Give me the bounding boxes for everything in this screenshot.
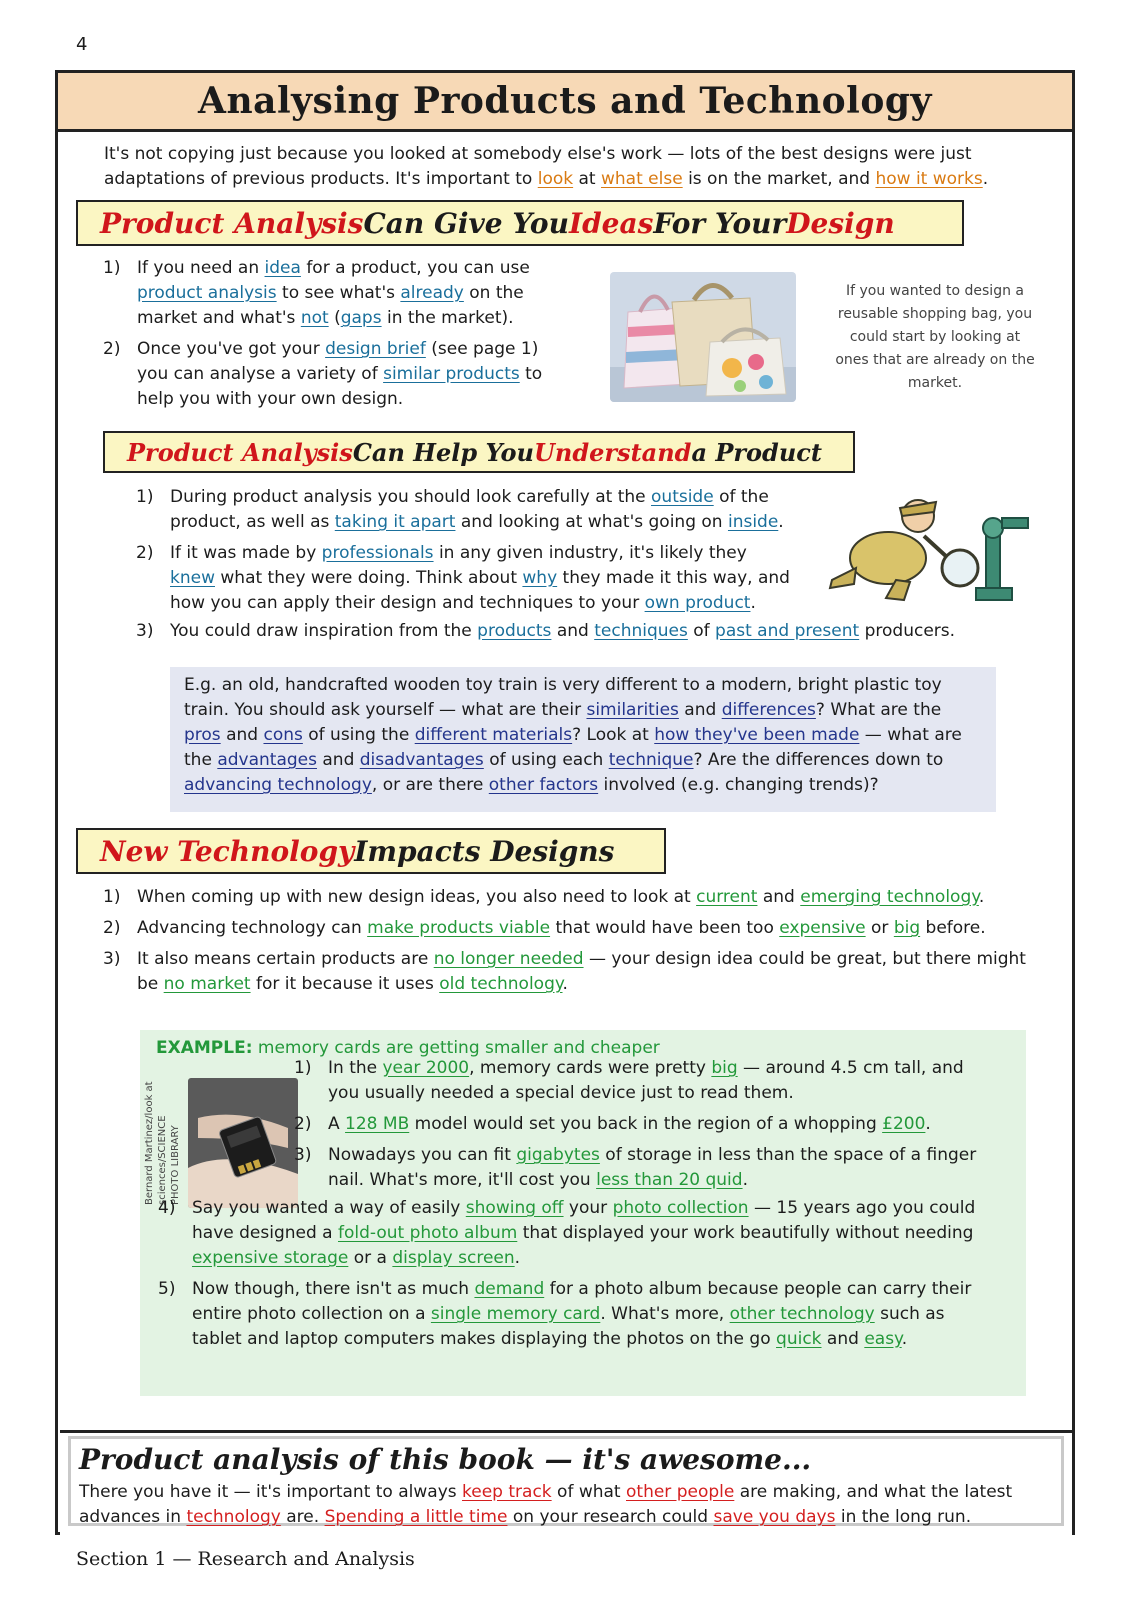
- item-text: and: [821, 1329, 865, 1349]
- heading-part: Ideas: [568, 206, 654, 240]
- keyword-link[interactable]: differences: [721, 700, 816, 720]
- item-text: for it because it uses: [250, 974, 440, 994]
- keyword-link[interactable]: knew: [170, 568, 215, 588]
- item-text: During product analysis you should look carefully at the: [170, 487, 652, 507]
- item-text: or: [865, 918, 894, 938]
- list-item: [103, 256, 563, 331]
- list-number: 2): [103, 918, 121, 938]
- list-item: [158, 1196, 998, 1271]
- list-number: 4): [158, 1198, 176, 1218]
- heading-part: Product Analysis: [127, 437, 353, 467]
- keyword-link[interactable]: techniques: [594, 621, 688, 641]
- item-text: .: [514, 1248, 521, 1268]
- example-text: of using the: [302, 725, 415, 745]
- keyword-link[interactable]: emerging technology: [800, 887, 979, 907]
- list-number: 1): [103, 887, 121, 907]
- keyword-link[interactable]: taking it apart: [334, 512, 456, 532]
- example-text: ? What are the: [815, 700, 942, 720]
- keyword-link[interactable]: disadvantages: [359, 750, 484, 770]
- keyword-link[interactable]: £200: [882, 1114, 926, 1134]
- keyword-link[interactable]: big: [711, 1058, 738, 1078]
- intro-text: .: [982, 169, 989, 189]
- list-number: 3): [294, 1145, 312, 1165]
- item-text: . What's more,: [600, 1304, 730, 1324]
- example-heading-text: memory cards are getting smaller and cheaper: [252, 1038, 660, 1058]
- heading-part: a Product: [691, 437, 822, 467]
- item-text: of the product, as well as: [170, 487, 769, 532]
- item-text: (: [328, 308, 341, 328]
- example-text: ? Are the differences down to: [693, 750, 944, 770]
- item-text: in any given industry, it's likely they: [433, 543, 747, 563]
- keyword-link[interactable]: fold-out photo album: [338, 1223, 518, 1243]
- example-text: involved (e.g. changing trends)?: [598, 775, 879, 795]
- item-text: .: [978, 887, 985, 907]
- list-number: 1): [136, 487, 154, 507]
- item-text: Advancing technology can: [137, 918, 368, 938]
- item-text: before.: [920, 918, 986, 938]
- section3-list: [103, 885, 1033, 1003]
- keyword-link[interactable]: inside: [727, 512, 779, 532]
- heading-part: Understand: [533, 437, 692, 467]
- detective-illustration: [826, 488, 1036, 608]
- list-item: [136, 619, 1016, 644]
- list-item: [103, 885, 1033, 910]
- list-number: 2): [136, 543, 154, 563]
- keyword-link[interactable]: current: [696, 887, 758, 907]
- keyword-link[interactable]: professionals: [321, 543, 434, 563]
- item-text: such as tablet and laptop computers makes displaying the photos on the go: [192, 1304, 945, 1349]
- photo-credit: [143, 1080, 189, 1205]
- keyword-link[interactable]: gigabytes: [516, 1145, 600, 1165]
- keyword-link[interactable]: past and present: [715, 621, 860, 641]
- heading-part: Can Help You: [352, 437, 534, 467]
- keyword-link[interactable]: expensive: [779, 918, 866, 938]
- heading-part: Design: [786, 206, 895, 240]
- summary-box: [68, 1436, 1064, 1526]
- item-text: .: [742, 1170, 748, 1190]
- keyword-link[interactable]: no longer needed: [433, 949, 584, 969]
- summary-text-part: on your research could: [507, 1507, 714, 1527]
- list-item: [294, 1112, 994, 1137]
- keyword-link[interactable]: how they've been made: [654, 725, 860, 745]
- list-number: 3): [103, 949, 121, 969]
- keyword-link[interactable]: look: [537, 169, 574, 189]
- keyword-link[interactable]: quick: [776, 1329, 822, 1349]
- summary-text-part: There you have it — it's important to always: [79, 1482, 463, 1502]
- keyword-link[interactable]: idea: [264, 258, 301, 278]
- keyword-link[interactable]: make products viable: [367, 918, 551, 938]
- keyword-link[interactable]: gaps: [340, 308, 382, 328]
- item-text: of storage in less than the space of a finger nail. What's more, it'll cost you: [328, 1145, 977, 1190]
- item-text: , memory cards were pretty: [469, 1058, 712, 1078]
- shopping-bags-photo: [610, 272, 796, 402]
- item-text: It also means certain products are: [137, 949, 434, 969]
- keyword-link[interactable]: different materials: [414, 725, 573, 745]
- item-text: to help you with your own design.: [137, 364, 543, 409]
- keyword-link[interactable]: save you days: [713, 1507, 836, 1527]
- keyword-link[interactable]: not: [300, 308, 329, 328]
- keyword-link[interactable]: display screen: [392, 1248, 515, 1268]
- example-heading: [156, 1038, 660, 1058]
- keyword-link[interactable]: Spending a little time: [324, 1507, 508, 1527]
- summary-text-part: of what: [551, 1482, 626, 1502]
- keyword-link[interactable]: big: [893, 918, 921, 938]
- heading-part: Can Give You: [363, 206, 569, 240]
- keyword-link[interactable]: old technology: [439, 974, 563, 994]
- item-text: in the market).: [381, 308, 514, 328]
- example-box-toy-train: [170, 667, 996, 812]
- keyword-link[interactable]: own product: [644, 593, 751, 613]
- heading-part: For Your: [653, 206, 787, 240]
- keyword-link[interactable]: 128 MB: [345, 1114, 410, 1134]
- keyword-link[interactable]: keep track: [462, 1482, 552, 1502]
- example-label: EXAMPLE:: [156, 1038, 253, 1058]
- list-item: [136, 541, 796, 616]
- item-text: .: [925, 1114, 931, 1134]
- keyword-link[interactable]: already: [400, 283, 464, 303]
- keyword-link[interactable]: other factors: [488, 775, 599, 795]
- keyword-link[interactable]: other people: [626, 1482, 735, 1502]
- page-number: 4: [76, 34, 88, 55]
- list-number: 1): [103, 258, 121, 278]
- keyword-link[interactable]: less than 20 quid: [596, 1170, 743, 1190]
- list-item: [158, 1277, 998, 1352]
- section-heading-new-technology: [76, 828, 666, 874]
- example-text: and: [316, 750, 360, 770]
- item-text: If it was made by: [170, 543, 322, 563]
- example-text: ? Look at: [572, 725, 655, 745]
- item-text: your: [563, 1198, 613, 1218]
- item-text: what they were doing. Think about: [214, 568, 523, 588]
- keyword-link[interactable]: expensive storage: [192, 1248, 349, 1268]
- section2-list-item3: [136, 619, 1016, 650]
- heading-part: Product Analysis: [100, 206, 364, 240]
- list-item: [294, 1143, 994, 1193]
- example-text: and: [678, 700, 722, 720]
- memory-card-photo: [188, 1078, 298, 1208]
- keyword-link[interactable]: products: [477, 621, 552, 641]
- item-text: .: [901, 1329, 908, 1349]
- summary-text: [79, 1480, 1053, 1530]
- item-text: Once you've got your: [137, 339, 326, 359]
- item-text: Nowadays you can fit: [328, 1145, 517, 1165]
- item-text: In the: [328, 1058, 383, 1078]
- summary-title: Product analysis of this book — it's awesome...: [79, 1443, 812, 1476]
- summary-text-part: in the long run.: [835, 1507, 972, 1527]
- intro-text: at: [573, 169, 601, 189]
- section1-list: [103, 256, 563, 418]
- keyword-link[interactable]: outside: [651, 487, 714, 507]
- item-text: on the market and what's: [137, 283, 524, 328]
- keyword-link[interactable]: design brief: [325, 339, 426, 359]
- list-number: 2): [294, 1114, 312, 1134]
- example-text: and: [220, 725, 264, 745]
- intro-text: It's not copying just because you looked at somebody else's work — lots of the best designs were just adaptations of previous products. It's important to: [104, 144, 972, 189]
- list-item: [294, 1056, 994, 1106]
- item-text: to see what's: [276, 283, 401, 303]
- keyword-link[interactable]: similar products: [383, 364, 520, 384]
- example-list-top: [294, 1056, 994, 1199]
- keyword-link[interactable]: other technology: [729, 1304, 875, 1324]
- photo-caption: If you wanted to design a reusable shopping bag, you could start by looking at ones that are already on the market.: [835, 283, 1035, 391]
- keyword-link[interactable]: product analysis: [137, 283, 277, 303]
- intro-text: is on the market, and: [682, 169, 876, 189]
- item-text: .: [750, 593, 756, 613]
- keyword-link[interactable]: easy: [864, 1329, 902, 1349]
- item-text: for a photo album because people can carry their entire photo collection on a: [192, 1279, 972, 1324]
- list-number: 1): [294, 1058, 312, 1078]
- item-text: and: [551, 621, 595, 641]
- heading-part: New Technology: [100, 834, 355, 868]
- list-item: [136, 485, 796, 535]
- keyword-link[interactable]: why: [522, 568, 558, 588]
- keyword-link[interactable]: advancing technology: [184, 775, 372, 795]
- item-text: they made it this way, and how you can apply their design and techniques to your: [170, 568, 790, 613]
- keyword-link[interactable]: pros: [184, 725, 221, 745]
- keyword-link[interactable]: cons: [263, 725, 303, 745]
- item-text: When coming up with new design ideas, you also need to look at: [137, 887, 697, 907]
- item-text: Say you wanted a way of easily: [192, 1198, 466, 1218]
- list-item: [103, 916, 1033, 941]
- keyword-link[interactable]: photo collection: [612, 1198, 749, 1218]
- heading-part: Impacts Designs: [354, 834, 615, 868]
- title-bar: [55, 70, 1075, 132]
- list-item: [103, 337, 563, 412]
- item-text: for a product, you can use: [300, 258, 530, 278]
- keyword-link[interactable]: what else: [601, 169, 683, 189]
- list-item: [103, 947, 1033, 997]
- page-title: Analysing Products and Technology: [198, 80, 932, 122]
- item-text: producers.: [859, 621, 956, 641]
- keyword-link[interactable]: showing off: [465, 1198, 564, 1218]
- item-text: — 15 years ago you could have designed a: [192, 1198, 976, 1243]
- example-list-bottom: [158, 1196, 998, 1358]
- keyword-link[interactable]: demand: [474, 1279, 545, 1299]
- example-text: — what are the: [184, 725, 962, 770]
- item-text: Now though, there isn't as much: [192, 1279, 475, 1299]
- keyword-link[interactable]: technology: [186, 1507, 281, 1527]
- keyword-link[interactable]: no market: [163, 974, 251, 994]
- item-text: You could draw inspiration from the: [170, 621, 478, 641]
- item-text: .: [778, 512, 784, 532]
- section2-list: [136, 485, 796, 622]
- intro-paragraph: [104, 142, 1044, 192]
- keyword-link[interactable]: single memory card: [430, 1304, 601, 1324]
- list-number: 2): [103, 339, 121, 359]
- summary-text-part: are making, and what the latest advances in: [79, 1482, 1013, 1527]
- item-text: that would have been too: [550, 918, 780, 938]
- item-text: model would set you back in the region of a whopping: [409, 1114, 883, 1134]
- section-heading-understand-product: [103, 431, 855, 473]
- example-text: of using each: [483, 750, 609, 770]
- item-text: .: [562, 974, 568, 994]
- list-number: 3): [136, 621, 154, 641]
- item-text: and looking at what's going on: [455, 512, 728, 532]
- keyword-link[interactable]: advantages: [217, 750, 317, 770]
- item-text: and: [757, 887, 801, 907]
- section-heading-product-analysis-ideas: [76, 200, 964, 246]
- item-text: of: [687, 621, 716, 641]
- example-text: , or are there: [371, 775, 489, 795]
- item-text: (see page 1) you can analyse a variety of: [137, 339, 539, 384]
- item-text: or a: [348, 1248, 393, 1268]
- item-text: If you need an: [137, 258, 265, 278]
- list-number: 5): [158, 1279, 176, 1299]
- item-text: that displayed your work beautifully without needing: [517, 1223, 974, 1243]
- keyword-link[interactable]: technique: [608, 750, 694, 770]
- page-footer: Section 1 — Research and Analysis: [76, 1548, 415, 1570]
- keyword-link[interactable]: year 2000: [382, 1058, 470, 1078]
- item-text: A: [328, 1114, 346, 1134]
- keyword-link[interactable]: similarities: [586, 700, 679, 720]
- example-text: E.g. an old, handcrafted wooden toy train is very different to a modern, bright plastic toy train. You should ask yourself — what are their: [184, 675, 942, 720]
- photo-credit-text: Bernard Martinez/look at sciences/SCIENCE PHOTO LIBRARY: [144, 1081, 181, 1205]
- item-text: — around 4.5 cm tall, and you usually needed a special device just to read them.: [328, 1058, 964, 1103]
- summary-text-part: are.: [280, 1507, 325, 1527]
- item-text: — your design idea could be great, but there might be: [137, 949, 1026, 994]
- keyword-link[interactable]: how it works: [875, 169, 983, 189]
